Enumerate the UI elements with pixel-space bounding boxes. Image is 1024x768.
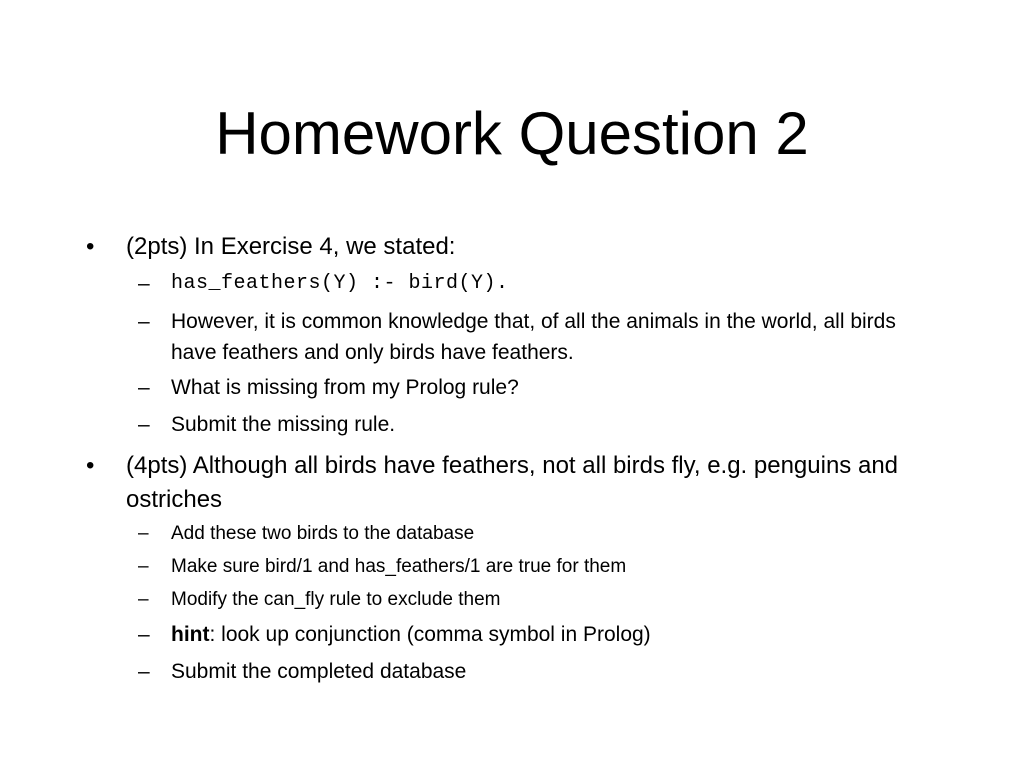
subitem-text: Modify the can_fly rule to exclude them bbox=[171, 589, 501, 610]
dash-marker: – bbox=[138, 589, 149, 610]
dash-marker: – bbox=[138, 413, 150, 436]
subitem-text: However, it is common knowledge that, of all the animals in the world, all birds have feathers and only birds have feathers. bbox=[171, 310, 896, 364]
subitem-text: What is missing from my Prolog rule? bbox=[171, 376, 519, 399]
dash-marker: – bbox=[138, 660, 150, 683]
hint-text: : look up conjunction (comma symbol in Prolog) bbox=[209, 623, 651, 646]
dash-marker: – bbox=[138, 376, 150, 399]
dash-marker: – bbox=[138, 523, 149, 544]
bullet-text: (4pts) Although all birds have feathers, not all birds fly, e.g. penguins and ostriches bbox=[126, 452, 899, 513]
dash-marker: – bbox=[138, 272, 150, 295]
bullet-marker: • bbox=[86, 233, 95, 260]
dash-marker: – bbox=[138, 623, 150, 646]
subitem-text-wrapper bbox=[171, 619, 911, 650]
slide-title: Homework Question 2 bbox=[215, 100, 809, 167]
subitem-text: Submit the completed database bbox=[171, 660, 467, 683]
dash-marker: – bbox=[138, 310, 150, 333]
subitem-text: Submit the missing rule. bbox=[171, 413, 396, 436]
subitem-text: has_feathers(Y) :- bird(Y). bbox=[171, 272, 509, 295]
bullet-marker: • bbox=[86, 452, 95, 479]
bullet-text: (2pts) In Exercise 4, we stated: bbox=[126, 233, 456, 260]
subitem-text: Add these two birds to the database bbox=[171, 523, 475, 544]
dash-marker: – bbox=[138, 556, 149, 577]
subitem-text: Make sure bird/1 and has_feathers/1 are true for them bbox=[171, 556, 627, 577]
hint-label: hint bbox=[171, 623, 210, 646]
